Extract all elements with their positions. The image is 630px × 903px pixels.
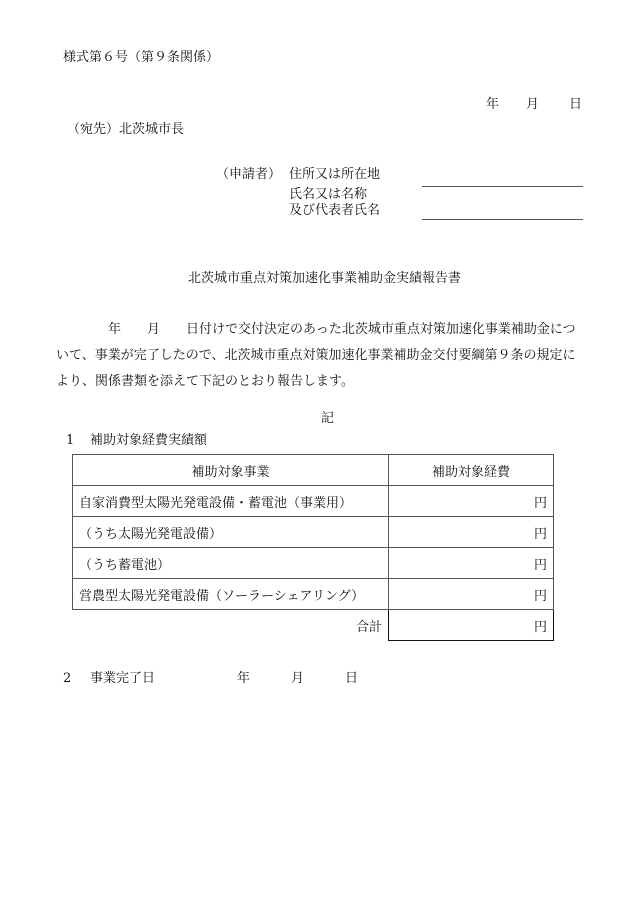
cost-cell[interactable]: 円 — [389, 579, 554, 610]
cost-cell[interactable]: 円 — [389, 486, 554, 517]
section-1-heading — [66, 433, 207, 449]
form-number: 様式第６号（第９条関係） — [63, 50, 220, 65]
cost-cell[interactable]: 円 — [389, 548, 554, 579]
project-name: （うち太陽光発電設備） — [73, 517, 389, 548]
address-input-line[interactable] — [422, 186, 583, 187]
date-day: 日 — [569, 97, 583, 112]
project-name: 自家消費型太陽光発電設備・蓄電池（事業用） — [73, 486, 389, 517]
section-2-number: 2 — [63, 671, 72, 686]
table-row — [73, 517, 554, 548]
body-line-1: 年 月 日付けで交付決定のあった北茨城市重点対策加速化事業補助金につ — [56, 322, 576, 337]
section-1-number: 1 — [66, 433, 75, 448]
section-2-label: 事業完了日 — [90, 671, 156, 686]
header-cost: 補助対象経費 — [389, 455, 554, 486]
completion-month: 月 — [291, 671, 305, 686]
table-row — [73, 579, 554, 610]
name-label-line1: 氏名又は名称 — [289, 187, 368, 202]
name-input-line[interactable] — [422, 219, 583, 220]
cost-table — [72, 454, 554, 641]
address-label: 住所又は所在地 — [289, 167, 381, 182]
date-month: 月 — [526, 97, 540, 112]
ki-heading: 記 — [321, 411, 335, 426]
table-header-row — [73, 455, 554, 486]
project-name: （うち蓄電池） — [73, 548, 389, 579]
project-name: 営農型太陽光発電設備（ソーラーシェアリング） — [73, 579, 389, 610]
document-title: 北茨城市重点対策加速化事業補助金実績報告書 — [188, 271, 462, 286]
table-row — [73, 548, 554, 579]
report-body — [56, 317, 576, 395]
name-label-line2: 及び代表者氏名 — [289, 203, 381, 218]
section-1-title: 補助対象経費実績額 — [90, 433, 208, 448]
cost-cell[interactable]: 円 — [389, 517, 554, 548]
total-label: 合計 — [355, 619, 382, 635]
header-project: 補助対象事業 — [73, 455, 389, 486]
date-year: 年 — [486, 97, 500, 112]
completion-day: 日 — [345, 671, 359, 686]
body-line-2: いて、事業が完了したので、北茨城市重点対策加速化事業補助金交付要綱第９条の規定に — [56, 348, 576, 363]
addressee: （宛先）北茨城市長 — [67, 122, 185, 137]
section-2-completion-date — [63, 671, 358, 687]
body-line-3: より、関係書類を添えて下記のとおり報告します。 — [56, 374, 354, 389]
total-row — [73, 610, 554, 641]
table-row — [73, 486, 554, 517]
completion-year: 年 — [237, 671, 251, 686]
total-value[interactable]: 円 — [389, 610, 554, 641]
applicant-label: （申請者） — [216, 167, 282, 182]
report-date — [486, 97, 582, 113]
